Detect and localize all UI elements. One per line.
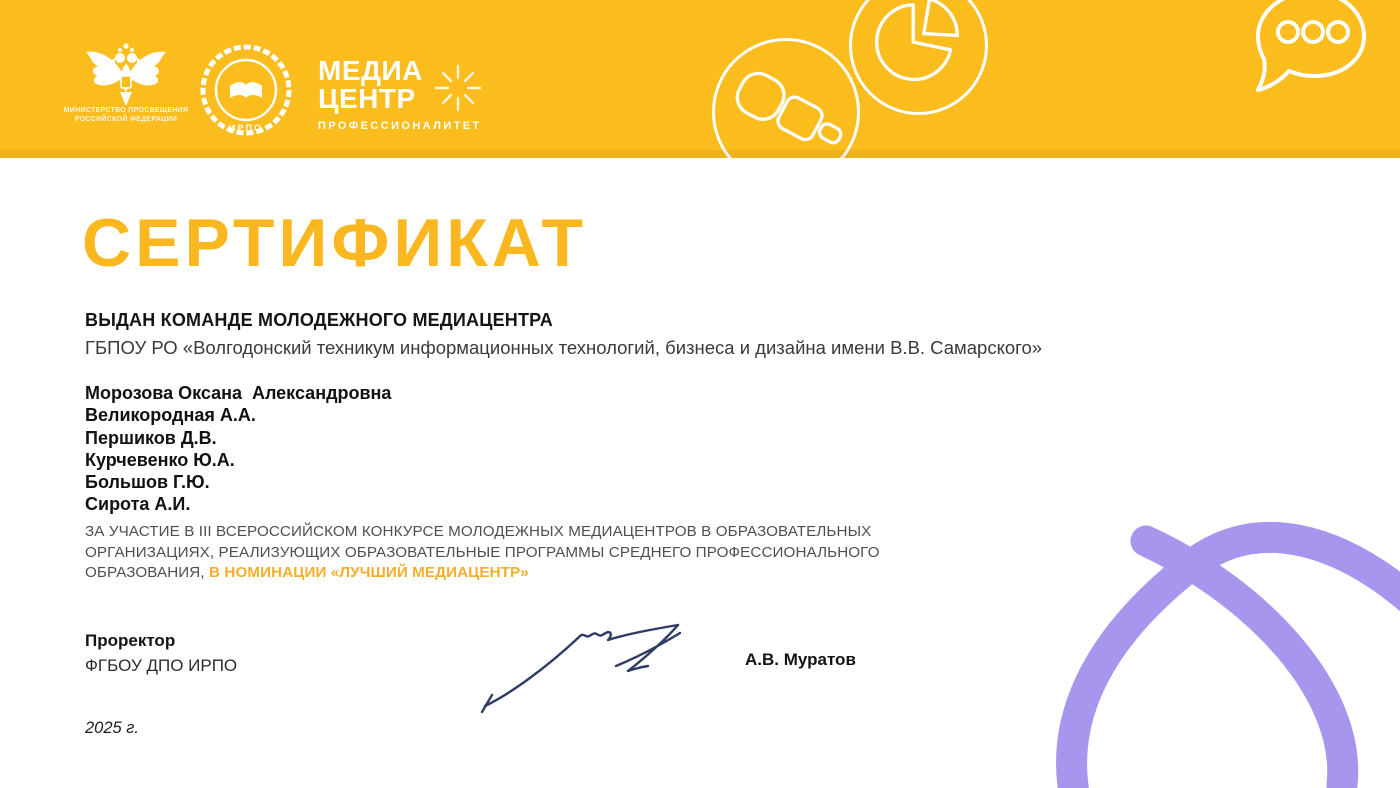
- team-member: Большов Г.Ю.: [85, 472, 210, 493]
- microphone-icon: [715, 41, 857, 158]
- reason-line: [85, 563, 1045, 584]
- team-member: Сирота А.И.: [85, 494, 191, 515]
- team-member: Курчевенко Ю.А.: [85, 449, 235, 470]
- certificate-title: СЕРТИФИКАТ: [82, 205, 588, 281]
- svg-text:ИРПО: ИРПО: [229, 123, 263, 133]
- brand-subtitle: ПРОФЕССИОНАЛИТЕТ: [318, 120, 482, 132]
- signer-name: А.В. Муратов: [745, 650, 856, 669]
- sparkle-icon: [430, 60, 486, 116]
- ministry-eagle-icon: [78, 38, 174, 112]
- reason-line: ОРГАНИЗАЦИЯХ, РЕАЛИЗУЮЩИХ ОБРАЗОВАТЕЛЬНЫЕ ПРОГРАММЫ СРЕДНЕГО ПРОФЕССИОНАЛЬНОГО: [85, 543, 880, 561]
- award-reason: [85, 522, 1045, 584]
- microphone-circle: [712, 38, 860, 158]
- brand-line2: ЦЕНТР: [318, 83, 416, 114]
- team-member: Першиков Д.В.: [85, 427, 217, 448]
- issued-to-line: ВЫДАН КОМАНДЕ МОЛОДЕЖНОГО МЕДИАЦЕНТРА: [85, 310, 553, 330]
- speech-bubble-icon: [1250, 0, 1372, 94]
- header-band: [0, 0, 1400, 158]
- signer-position-line2: ФГБОУ ДПО ИРПО: [85, 656, 238, 675]
- team-member: Морозова Оксана Александровна: [85, 383, 392, 403]
- team-members-list: [85, 382, 391, 516]
- signer-position-line1: Проректор: [85, 631, 176, 650]
- pie-chart-circle: [849, 0, 988, 115]
- institution-line: ГБПОУ РО «Волгодонский техникум информационных технологий, бизнеса и дизайна имени В.В. Самарского»: [85, 337, 1043, 358]
- pie-chart-icon: [852, 0, 985, 112]
- band-edge-shade: [0, 150, 1400, 158]
- nomination-accent: В НОМИНАЦИИ «ЛУЧШИЙ МЕДИАЦЕНТР»: [209, 564, 529, 582]
- purple-squiggle-decoration: [1040, 515, 1400, 788]
- reason-line-3: ОБРАЗОВАНИЯ,: [85, 564, 205, 582]
- irpo-emblem-icon: [198, 42, 294, 138]
- signature-scribble: [478, 620, 693, 717]
- brand-line1: МЕДИА: [318, 55, 423, 86]
- ministry-caption: МИНИСТЕРСТВО ПРОСВЕЩЕНИЯ РОССИЙСКОЙ ФЕДЕРАЦИИ: [63, 107, 189, 123]
- year-line: 2025 г.: [85, 719, 140, 737]
- reason-line: ЗА УЧАСТИЕ В III ВСЕРОССИЙСКОМ КОНКУРСЕ МОЛОДЕЖНЫХ МЕДИАЦЕНТРОВ В ОБРАЗОВАТЕЛЬНЫХ: [85, 523, 872, 540]
- team-member: Великородная А.А.: [85, 405, 256, 426]
